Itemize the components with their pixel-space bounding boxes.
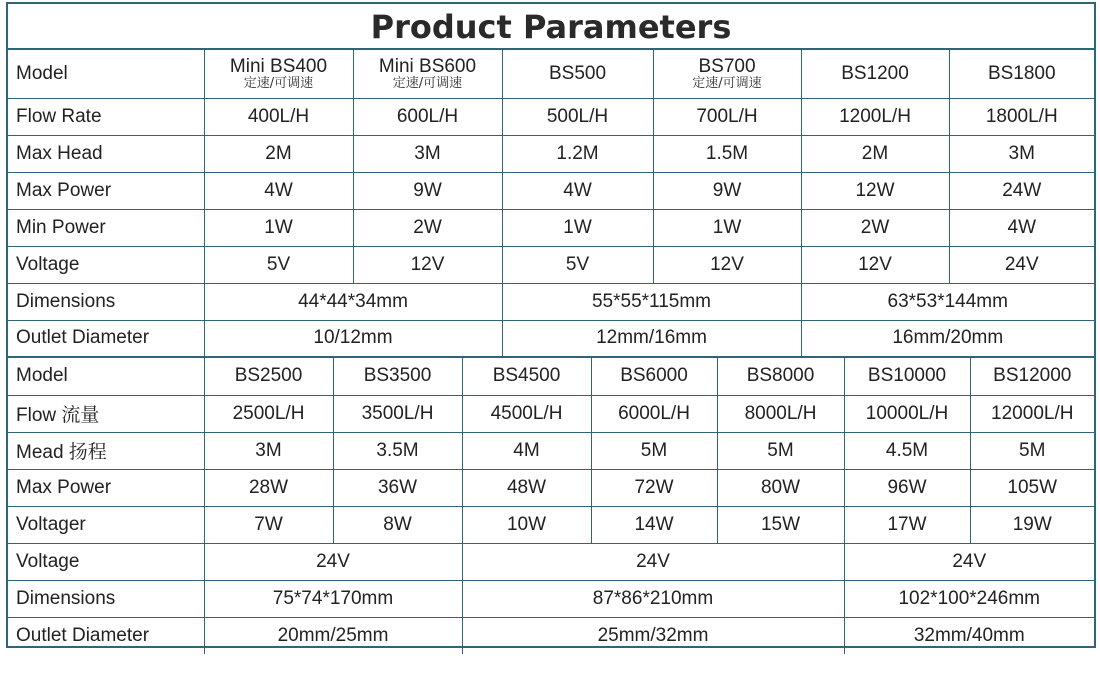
row-label-dimensions: Dimensions (8, 580, 204, 617)
table-cell: 12000L/H (970, 395, 1094, 432)
table-cell: 75*74*170mm (204, 580, 462, 617)
table-cell: 102*100*246mm (844, 580, 1094, 617)
table-cell: 700L/H (653, 98, 801, 135)
page-title: Product Parameters (8, 4, 1094, 50)
table-cell: 12mm/16mm (502, 320, 801, 357)
model-cell: BS1200 (801, 50, 949, 98)
table-cell: 1800L/H (949, 98, 1094, 135)
table-cell: 87*86*210mm (462, 580, 844, 617)
table-cell: 20mm/25mm (204, 617, 462, 654)
table-row-min-power (8, 209, 1094, 246)
table-cell: 24V (204, 543, 462, 580)
table-row-dimensions (8, 283, 1094, 320)
table-cell: 4M (462, 432, 591, 469)
table-cell: 72W (591, 469, 717, 506)
row-label-outlet: Outlet Diameter (8, 320, 204, 357)
model-cell: BS6000 (591, 358, 717, 395)
row-label-voltager: Voltager (8, 506, 204, 543)
table-cell: 2M (801, 135, 949, 172)
table-cell: 48W (462, 469, 591, 506)
table-row-voltager (8, 506, 1094, 543)
table-cell: 4W (502, 172, 653, 209)
parameters-table-large (8, 358, 1094, 654)
table-cell: 25mm/32mm (462, 617, 844, 654)
table-cell: 3M (949, 135, 1094, 172)
table-cell: 5V (502, 246, 653, 283)
table-row-model (8, 358, 1094, 395)
table-cell: 63*53*144mm (801, 283, 1094, 320)
table-cell: 96W (844, 469, 970, 506)
table-row-voltage (8, 246, 1094, 283)
model-cell: BS10000 (844, 358, 970, 395)
table-cell: 8000L/H (717, 395, 844, 432)
row-label-head: Max Head (8, 135, 204, 172)
table-cell: 3M (204, 432, 333, 469)
table-cell: 10W (462, 506, 591, 543)
row-label-flow: Flow Rate (8, 98, 204, 135)
table-cell: 1W (204, 209, 353, 246)
table-cell: 400L/H (204, 98, 353, 135)
table-row-dimensions (8, 580, 1094, 617)
table-cell: 55*55*115mm (502, 283, 801, 320)
model-cell: Mini BS600 定速/可调速 (353, 50, 502, 98)
table-row-outlet (8, 320, 1094, 357)
table-cell: 1W (502, 209, 653, 246)
table-cell: 10/12mm (204, 320, 502, 357)
model-cell: BS2500 (204, 358, 333, 395)
model-cell: BS700 定速/可调速 (653, 50, 801, 98)
table-cell: 1W (653, 209, 801, 246)
parameters-table-small (8, 50, 1094, 358)
table-row-head (8, 432, 1094, 469)
table-cell: 500L/H (502, 98, 653, 135)
table-cell: 2M (204, 135, 353, 172)
table-cell: 600L/H (353, 98, 502, 135)
table-row-outlet (8, 617, 1094, 654)
table-cell: 24V (462, 543, 844, 580)
table-cell: 36W (333, 469, 462, 506)
model-cell: BS12000 (970, 358, 1094, 395)
table-cell: 28W (204, 469, 333, 506)
table-cell: 1200L/H (801, 98, 949, 135)
table-cell: 3500L/H (333, 395, 462, 432)
table-cell: 2W (353, 209, 502, 246)
row-label-voltage: Voltage (8, 543, 204, 580)
table-cell: 12W (801, 172, 949, 209)
model-cell: BS8000 (717, 358, 844, 395)
row-label-flow: Flow 流量 (8, 395, 204, 432)
row-label-head: Mead 扬程 (8, 432, 204, 469)
table-row-flow (8, 98, 1094, 135)
table-cell: 105W (970, 469, 1094, 506)
table-row-head (8, 135, 1094, 172)
table-cell: 3M (353, 135, 502, 172)
table-cell: 4W (204, 172, 353, 209)
table-cell: 16mm/20mm (801, 320, 1094, 357)
table-cell: 12V (353, 246, 502, 283)
table-cell: 5M (970, 432, 1094, 469)
table-cell: 2500L/H (204, 395, 333, 432)
table-cell: 19W (970, 506, 1094, 543)
table-cell: 17W (844, 506, 970, 543)
table-row-model (8, 50, 1094, 98)
model-cell: Mini BS400 定速/可调速 (204, 50, 353, 98)
table-row-max-power (8, 172, 1094, 209)
row-label-outlet: Outlet Diameter (8, 617, 204, 654)
model-cell: BS500 (502, 50, 653, 98)
table-cell: 6000L/H (591, 395, 717, 432)
table-cell: 4500L/H (462, 395, 591, 432)
model-cell: BS4500 (462, 358, 591, 395)
table-cell: 12V (653, 246, 801, 283)
table-cell: 4W (949, 209, 1094, 246)
table-cell: 9W (653, 172, 801, 209)
table-cell: 10000L/H (844, 395, 970, 432)
row-label-min-power: Min Power (8, 209, 204, 246)
row-label-model: Model (8, 358, 204, 395)
table-cell: 12V (801, 246, 949, 283)
table-cell: 5M (591, 432, 717, 469)
table-cell: 24V (949, 246, 1094, 283)
table-cell: 32mm/40mm (844, 617, 1094, 654)
row-label-voltage: Voltage (8, 246, 204, 283)
table-cell: 44*44*34mm (204, 283, 502, 320)
row-label-model: Model (8, 50, 204, 98)
model-cell: BS1800 (949, 50, 1094, 98)
table-cell: 15W (717, 506, 844, 543)
model-cell: BS3500 (333, 358, 462, 395)
table-cell: 9W (353, 172, 502, 209)
table-cell: 24V (844, 543, 1094, 580)
parameters-panel (6, 2, 1096, 648)
table-cell: 8W (333, 506, 462, 543)
table-cell: 5V (204, 246, 353, 283)
row-label-dimensions: Dimensions (8, 283, 204, 320)
table-row-voltage (8, 543, 1094, 580)
table-cell: 80W (717, 469, 844, 506)
table-cell: 1.5M (653, 135, 801, 172)
table-cell: 24W (949, 172, 1094, 209)
table-row-max-power (8, 469, 1094, 506)
table-cell: 7W (204, 506, 333, 543)
row-label-max-power: Max Power (8, 172, 204, 209)
table-cell: 3.5M (333, 432, 462, 469)
table-row-flow (8, 395, 1094, 432)
table-cell: 14W (591, 506, 717, 543)
row-label-max-power: Max Power (8, 469, 204, 506)
table-cell: 5M (717, 432, 844, 469)
table-cell: 4.5M (844, 432, 970, 469)
table-cell: 2W (801, 209, 949, 246)
table-cell: 1.2M (502, 135, 653, 172)
